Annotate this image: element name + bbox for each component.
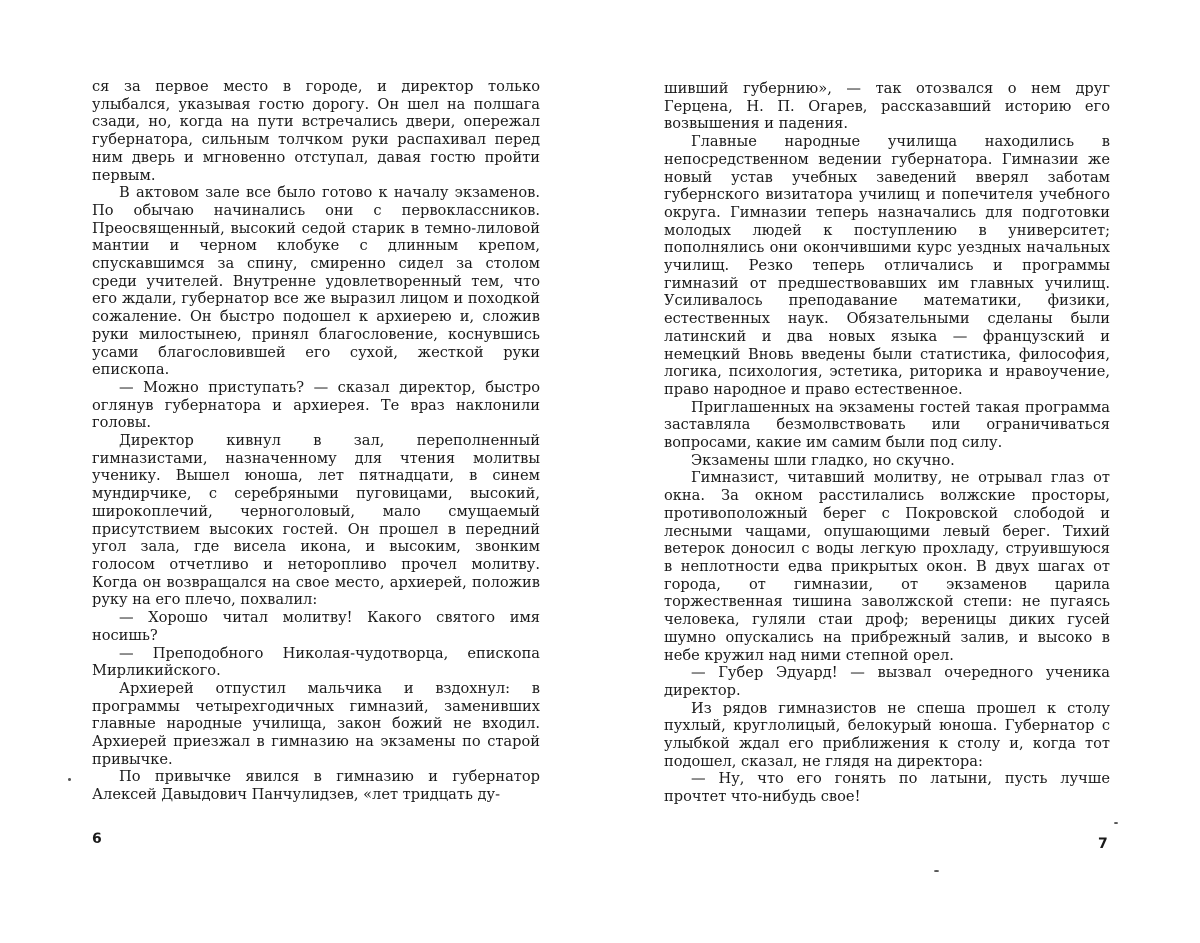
right-paragraph-5: Гимназист, читавший молитву, не отрывал глаз от окна. За окном расстилались волжские просторы, противоположный берег с Покровской слободой и лесными чащами, опушающими левый берег. Тихий ветерок доносил с воды легкую прохладу, струившуюся в неплотности едва прикрытых окон. В двух шагах от города, от гимназии, от экзаменов царила торжественная тишина заволжской степи: не пугаясь человека, гуляли стаи дроф; вереницы диких гусей шумно опускались на прибрежный залив, и высоко в небе кружил над ними степной орел. [664,469,1110,664]
left-page-text [92,78,540,804]
right-page-text [664,80,1110,806]
left-paragraph-5: — Хорошо читал молитву! Какого святого имя носишь? [92,609,540,644]
right-paragraph-8: — Ну, что его гонять по латыни, пусть лучше прочтет что-нибудь свое! [664,770,1110,805]
right-paragraph-1: шивший губернию», — так отозвался о нем друг Герцена, Н. П. Огарев, рассказавший историю его возвышения и падения. [664,80,1110,133]
scan-speck [934,870,939,872]
left-paragraph-6: — Преподобного Николая-чудотворца, епископа Мирликийского. [92,645,540,680]
left-paragraph-2: В актовом зале все было готово к началу экзаменов. По обычаю начинались они с первоклассников. Преосвященный, высокий седой старик в темно-лиловой мантии и черном клобуке с длинным крепом, спускавшимся за спину, смиренно сидел за столом среди учителей. Внутренне удовлетворенный тем, что его ждали, губернатор все же выразил лицом и походкой сожаление. Он быстро подошел к архиерею и, сложив руки милостынею, принял благословение, коснувшись усами благословившей его сухой, жесткой руки епископа. [92,184,540,379]
left-paragraph-3: — Можно приступать? — сказал директор, быстро оглянув губернатора и архиерея. Те враз наклонили головы. [92,379,540,432]
left-paragraph-7: Архиерей отпустил мальчика и вздохнул: в программы четырехгодичных гимназий, заменивших главные народные училища, закон божий не входил. Архиерей приезжал в гимназию на экзамены по старой привычке. [92,680,540,769]
right-paragraph-2: Главные народные училища находились в непосредственном ведении губернатора. Гимназии же новый устав учебных заведений вверял заботам губернского визитатора училищ и попечителя учебного округа. Гимназии теперь назначались для подготовки молодых людей к поступлению в университет; пополнялись они окончившими курс уездных начальных училищ. Резко теперь отличались и программы гимназий от предшествовавших им главных училищ. Усиливалось преподавание математики, физики, естественных наук. Обязательными сделаны были латинский и два новых языка — французский и немецкий Вновь введены были статистика, философия, логика, психология, эстетика, риторика и нравоучение, право народное и право естественное. [664,133,1110,399]
left-paragraph-1: ся за первое место в городе, и директор только улыбался, указывая гостю дорогу. Он шел на полшага сзади, но, когда на пути встречались двери, опережал губернатора, сильным толчком руки распахивал перед ним дверь и мгновенно отступал, давая гостю пройти первым. [92,78,540,184]
page-number-left: 6 [92,831,102,847]
right-paragraph-4: Экзамены шли гладко, но скучно. [664,452,1110,470]
scan-speck [68,778,71,781]
left-paragraph-8: По привычке явился в гимназию и губернатор Алексей Давыдович Панчулидзев, «лет тридцать ду- [92,768,540,803]
left-paragraph-4: Директор кивнул в зал, переполненный гимназистами, назначенному для чтения молитвы ученику. Вышел юноша, лет пятнадцати, в синем мундирчике, с серебряными пуговицами, высокий, широкоплечий, черноголовый, мало смущаемый присутствием высоких гостей. Он прошел в передний угол зала, где висела икона, и высоким, звонким голосом отчетливо и неторопливо прочел молитву. Когда он возвращался на свое место, архиерей, положив руку на его плечо, похвалил: [92,432,540,609]
right-paragraph-3: Приглашенных на экзамены гостей такая программа заставляла безмолвствовать или ограничиваться вопросами, какие им самим были под силу. [664,399,1110,452]
right-paragraph-6: — Губер Эдуард! — вызвал очередного ученика директор. [664,664,1110,699]
right-paragraph-7: Из рядов гимназистов не спеша прошел к столу пухлый, круглолицый, белокурый юноша. Губернатор с улыбкой ждал его приближения к столу и, когда тот подошел, сказал, не глядя на директора: [664,700,1110,771]
scan-speck [1114,822,1118,824]
book-spread [0,0,1200,943]
page-number-right: 7 [1098,836,1108,852]
